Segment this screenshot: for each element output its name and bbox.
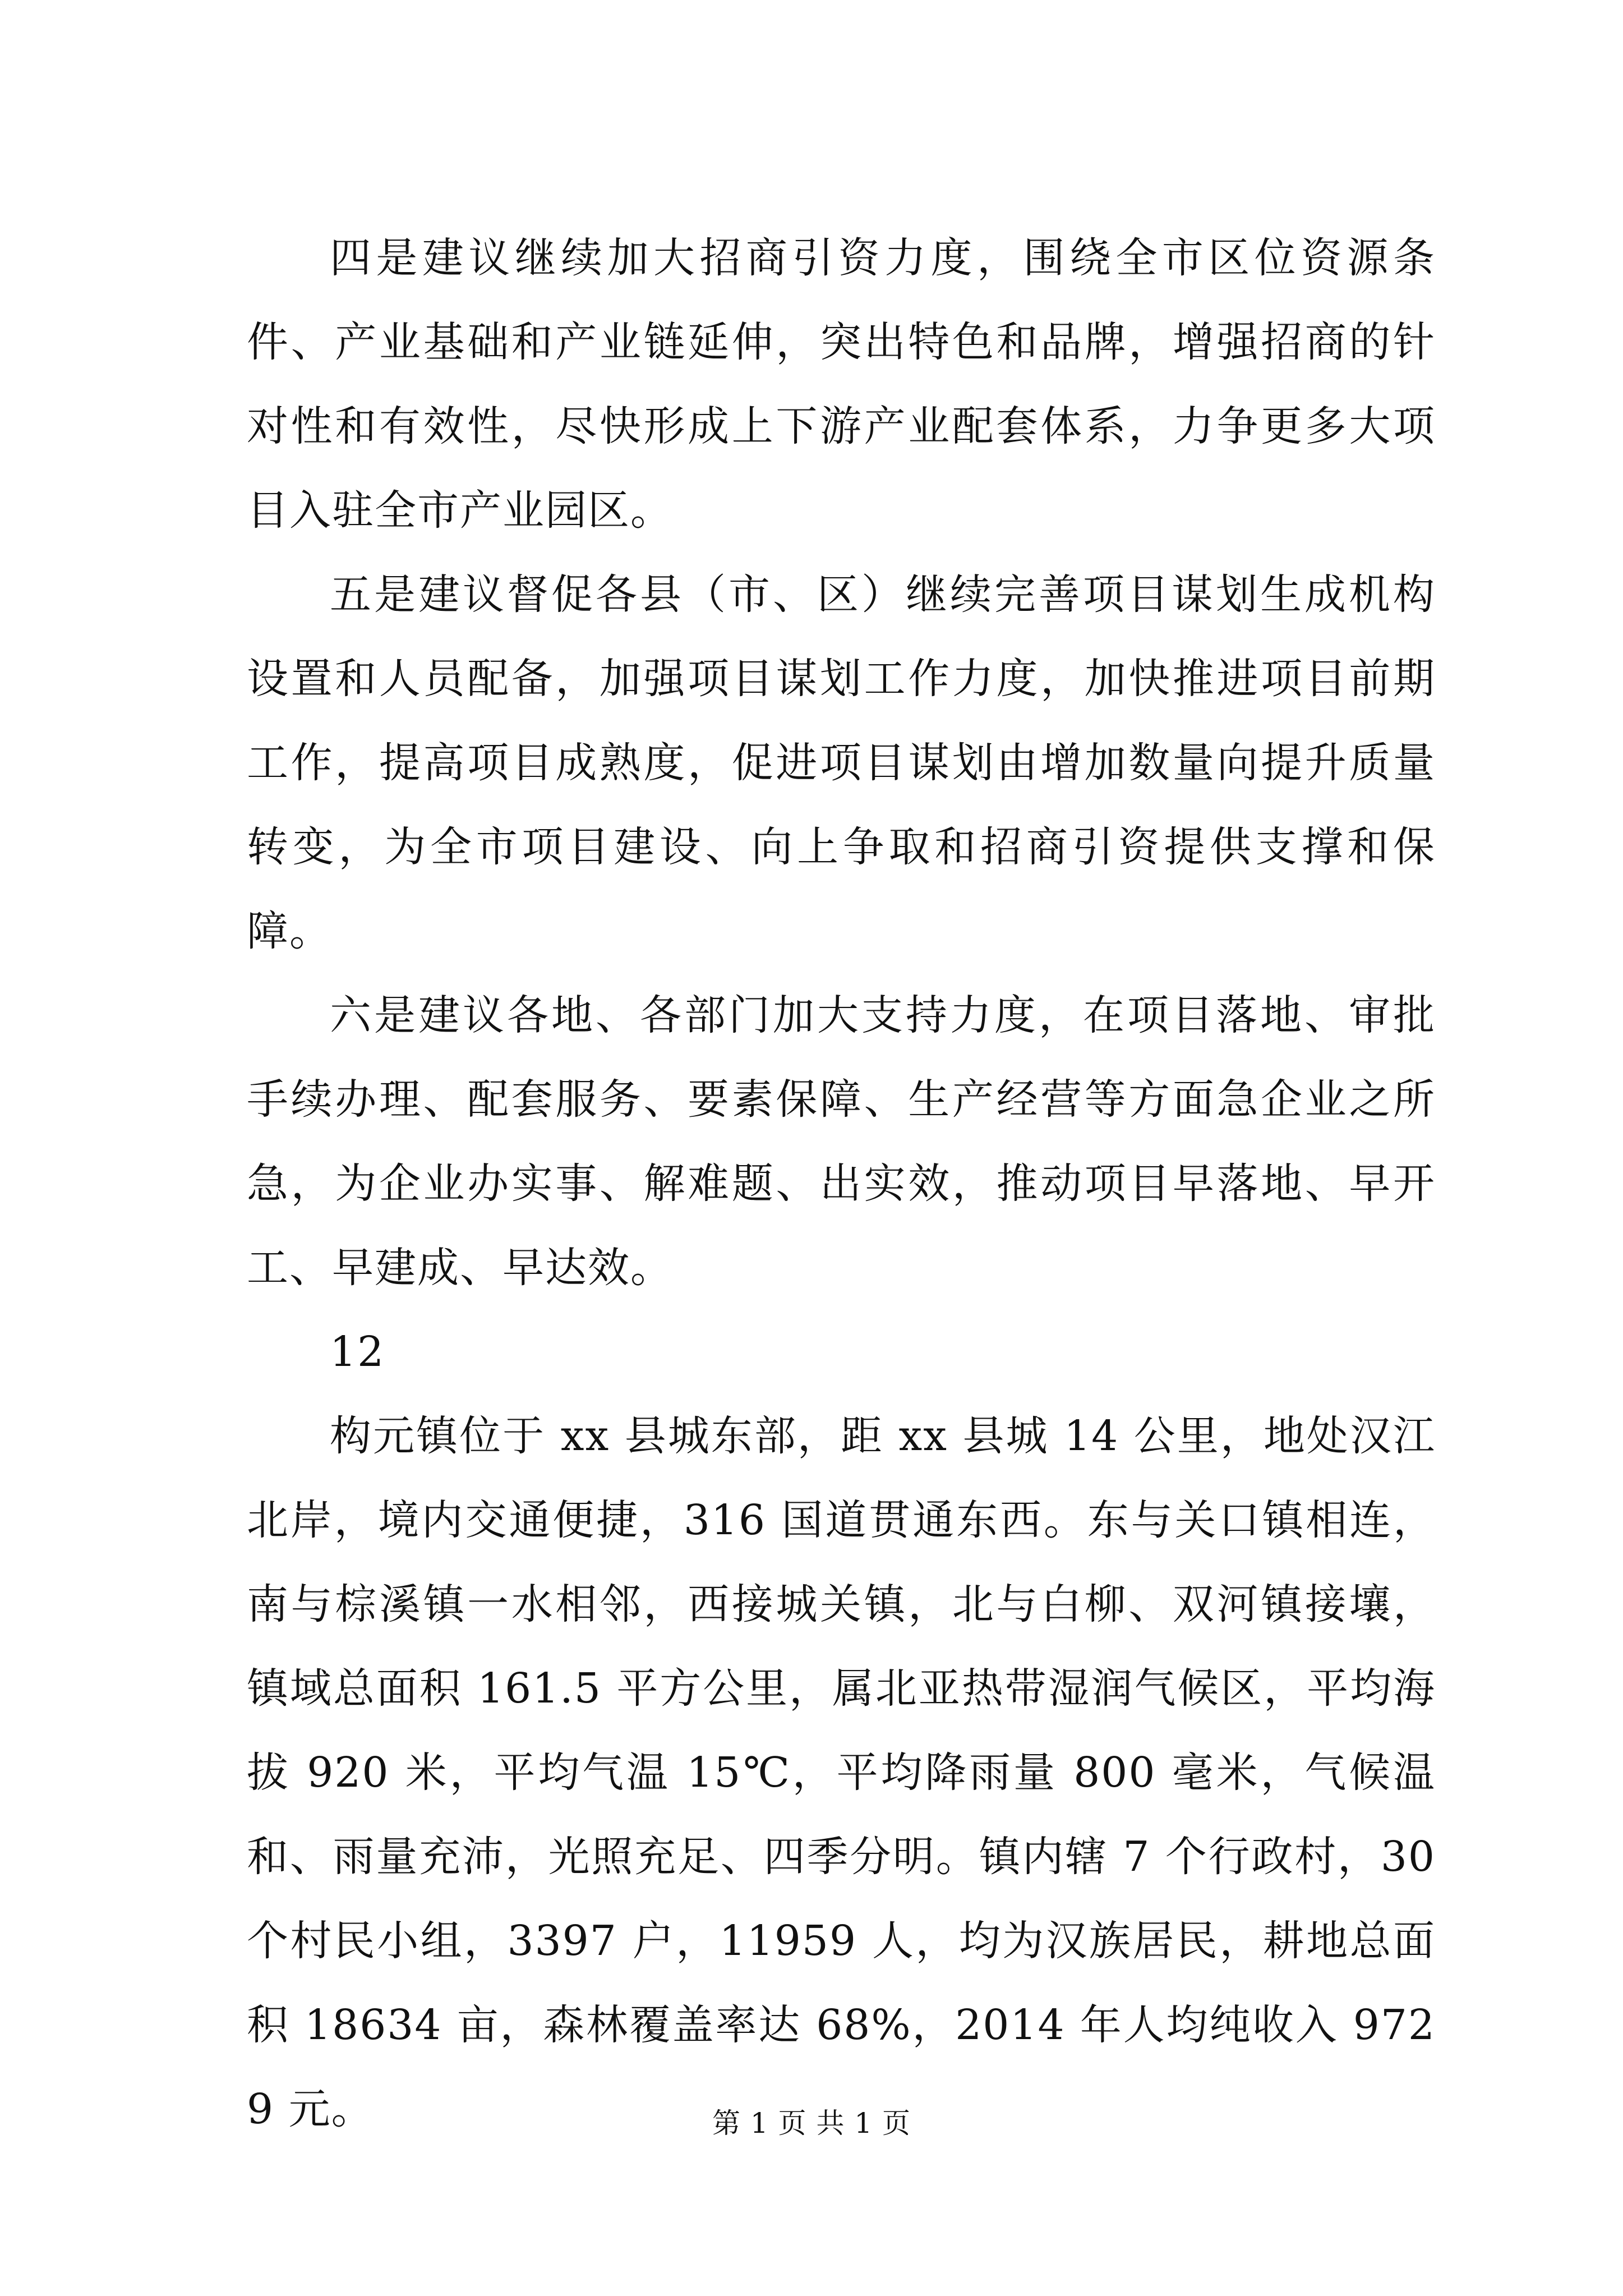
document-body bbox=[247, 216, 1436, 2151]
paragraph-four-investment: 四是建议继续加大招商引资力度，围绕全市区位资源条件、产业基础和产业链延伸，突出特色和品牌，增强招商的针对性和有效性，尽快形成上下游产业配套体系，力争更多大项目入驻全市产业园区。 bbox=[247, 234, 1436, 535]
section-number: 12 bbox=[330, 1328, 385, 1376]
page-footer: 第 1 页 共 1 页 bbox=[712, 2107, 911, 2139]
paragraph-six-support: 六是建议各地、各部门加大支持力度，在项目落地、审批手续办理、配套服务、要素保障、生产经营等方面急企业之所急，为企业办实事、解难题、出实效，推动项目早落地、早开工、早建成、早达效。 bbox=[247, 991, 1436, 1292]
paragraph-town-overview: 构元镇位于 xx 县城东部，距 xx 县城 14 公里，地处汉江北岸，境内交通便捷，316 国道贯通东西。东与关口镇相连，南与棕溪镇一水相邻，西接城关镇，北与白柳、双河镇接壤，镇域总面积 161.5 平方公里，属北亚热带湿润气候区，平均海拔 920 米，平均气温 15℃，平均降雨量 800 毫米，气候温和、雨量充沛，光照充足、四季分明。镇内辖 7 个行政村，30 个村民小组，3397 户，11959 人，均为汉族居民，耕地总面积 18634 亩，森林覆盖率达 68%，2014 年人均纯收入 9729 元。 bbox=[247, 1412, 1436, 2133]
paragraph-five-project-planning: 五是建议督促各县（市、区）继续完善项目谋划生成机构设置和人员配备，加强项目谋划工作力度，加快推进项目前期工作，提高项目成熟度，促进项目谋划由增加数量向提升质量转变，为全市项目建设、向上争取和招商引资提供支撑和保障。 bbox=[247, 570, 1436, 955]
